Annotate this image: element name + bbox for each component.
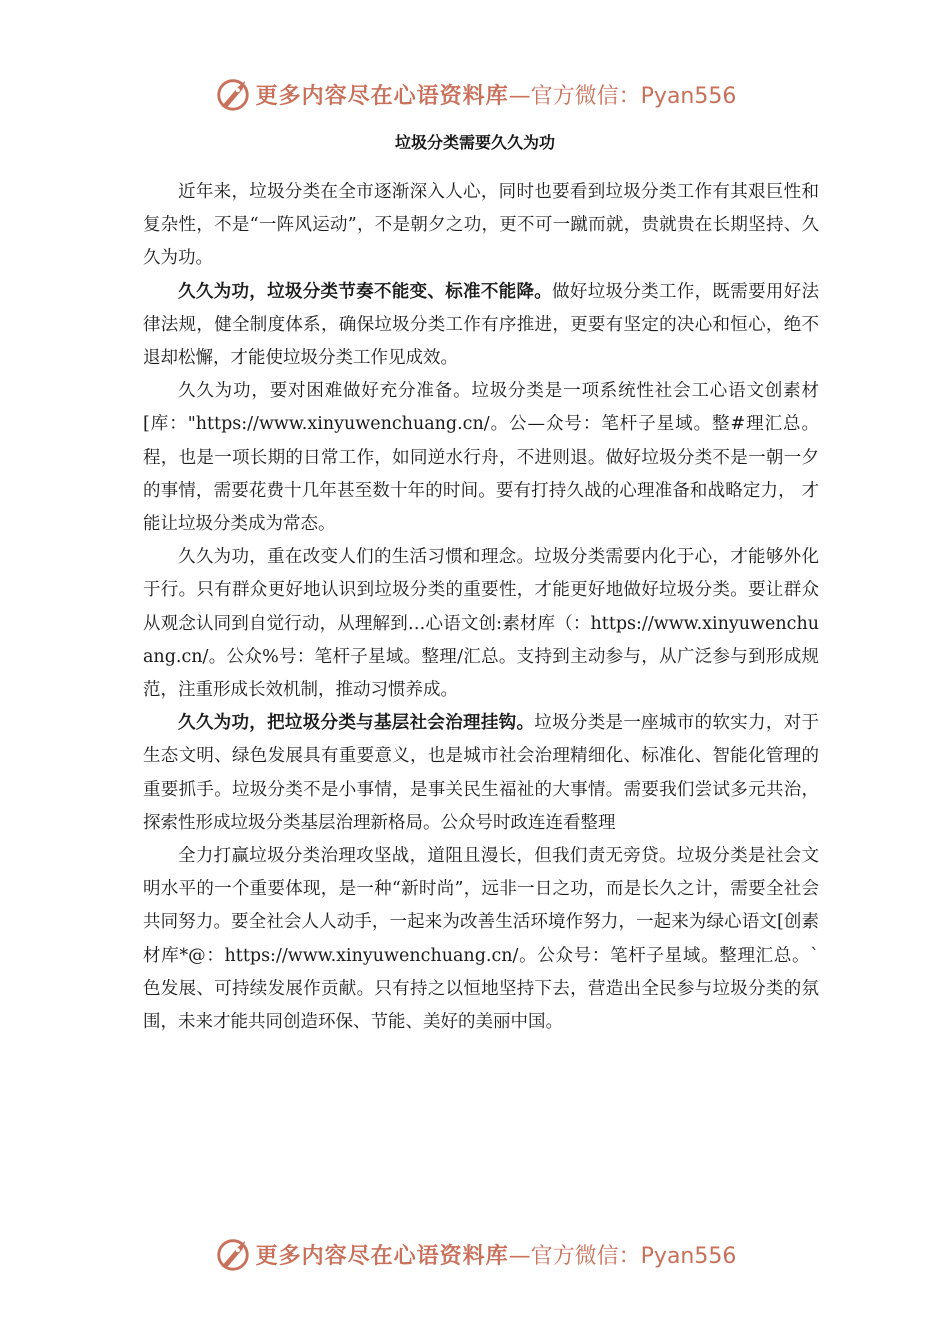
paragraph-lead: 久久为功，把垃圾分类与基层社会治理挂钩。	[178, 713, 535, 734]
pen-nib-logo-icon	[214, 75, 252, 113]
pen-nib-logo-icon	[214, 1235, 252, 1273]
paragraph-lead: 久久为功，垃圾分类节奏不能变、标准不能降。	[178, 281, 553, 302]
paragraph-text: 全力打赢垃圾分类治理攻坚战，道阻且漫长，但我们责无旁贷。垃圾分类是社会文明水平的一个重要体现，是一种“新时尚”，远非一日之功，而是长久之计，需要全社会共同努力。要全社会人人动手，一起来为改善生活环境作努力，一起来为绿心语文[创素材库*@：https://www.xinyuwenchuang.cn/。公众号：笔杆子星域。整理汇总。`色发展、可持续发展作贡献。只有持之以恒地坚持下去，营造出全民参与垃圾分类的氛围，未来才能共同创造环保、节能、美好的美丽中国。	[143, 846, 819, 1033]
paragraph-4	[143, 541, 819, 707]
footer-banner-text	[256, 1239, 737, 1270]
document-title: 垃圾分类需要久久为功	[394, 133, 555, 152]
footer-site-text: 更多内容尽在心语资料库	[255, 1243, 509, 1269]
footer-banner	[0, 1232, 950, 1276]
paragraph-text: 久久为功，要对困难做好充分准备。垃圾分类是一项系统性社会工心语文创素材[库："https://www.xinyuwenchuang.cn/。公—众号：笔杆子星域。整#理汇总。程，也是一项长期的日常工作，如同逆水行舟，不进则退。做好垃圾分类不是一朝一夕的事情，需要花费十几年甚至数十年的时间。要有打持久战的心理准备和战略定力， 才能让垃圾分类成为常态。	[143, 381, 819, 535]
paragraph-3	[143, 375, 819, 541]
document-body	[143, 176, 819, 1039]
header-banner-text	[256, 79, 737, 110]
paragraph-text: 近年来，垃圾分类在全市逐渐深入人心，同时也要看到垃圾分类工作有其艰巨性和复杂性，不是“一阵风运动”，不是朝夕之功，更不可一蹴而就，贵就贵在长期坚持、久久为功。	[143, 182, 819, 269]
header-site-text: 更多内容尽在心语资料库	[255, 83, 509, 109]
paragraph-1	[143, 176, 819, 276]
paragraph-text: 垃圾分类是一座城市的软实力，对于生态文明、绿色发展具有重要意义，也是城市社会治理精细化、标准化、智能化管理的重要抓手。垃圾分类不是小事情，是事关民生福祉的大事情。需要我们尝试多元共治，探索性形成垃圾分类基层治理新格局。公众号时政连连看整理	[143, 713, 820, 833]
paragraph-5	[143, 707, 819, 840]
paragraph-text: 久久为功，重在改变人们的生活习惯和理念。垃圾分类需要内化于心，才能够外化于行。只有群众更好地认识到垃圾分类的重要性，才能更好地做好垃圾分类。要让群众从观念认同到自觉行动，从理解到…心语文创:素材库（：https://www.xinyuwenchuang.cn/。公众%号：笔杆子星域。整理/汇总。支持到主动参与，从广泛参与到形成规范，注重形成长效机制，推动习惯养成。	[143, 547, 819, 701]
header-wechat-text: —官方微信：Pyan556	[508, 83, 737, 109]
paragraph-6	[143, 840, 819, 1039]
paragraph-2	[143, 276, 819, 376]
footer-wechat-text: —官方微信：Pyan556	[508, 1243, 737, 1269]
header-banner	[0, 72, 950, 116]
paragraph-text: 做好垃圾分类工作，既需要用好法律法规，健全制度体系，确保垃圾分类工作有序推进，更要有坚定的决心和恒心，绝不退却松懈，才能使垃圾分类工作见成效。	[143, 281, 820, 369]
